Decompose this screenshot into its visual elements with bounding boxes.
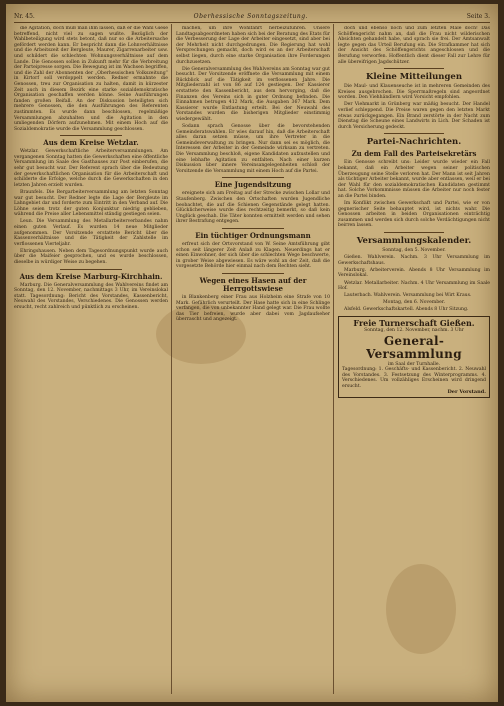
ad-location: im Saal der Turnhalle. bbox=[387, 361, 441, 367]
section-heading: Wegen eines Hasen auf der Herrgottswiese bbox=[199, 275, 307, 293]
section-heading: Versammlungskalender. bbox=[356, 236, 472, 247]
article-text: ereignete sich am Freitag auf der Strecke zwischen Lollar und Staufenberg. Zwischen den Ortschaften wurden Jugendliche beobachtet, die auf die Schienen Gegenstände gelegt hatten. Glücklicherweise wurde dies rechtzeitig bemerkt, so daß kein Unglück geschah. Die Täter konnten ermittelt werden und sehen ihrer Bestrafung entgegen. bbox=[176, 191, 330, 225]
article-text: Die Generalversammlung des Wahlvereins am Sonntag war gut besucht. Der Vorsitzende eröffnete die Versammlung mit einem Rückblick auf die Tätigkeit im verflossenen Jahre. Die Mitgliederzahl ist von 86 auf 124 gestiegen. Der Kassierer erstattete den Kassenbericht, aus dem hervorging, daß die Finanzen des Vereins sich in guter Ordnung befinden. Die Einnahmen betrugen 412 Mark, die Ausgaben 367 Mark. Dem Kassierer wurde Entlastung erteilt. Bei der Neuwahl des Vorstandes wurden die bisherigen Mitglieder einstimmig wiedergewählt. bbox=[176, 66, 330, 122]
ad-date: Sonntag, den 12. November, nachm. 3 Uhr bbox=[364, 327, 464, 333]
article-text: Braunfels. Die Bergarbeiterversammlung am letzten Sonntag war gut besucht. Der Redner legte die Lage der Bergleute im Lahngebiet dar und forderte zum Eintritt in den Verband auf. Die Löhne seien trotz der guten Konjunktur niedrig geblieben, während die Preise aller Lebensmittel ständig gestiegen seien. bbox=[14, 189, 168, 218]
section-heading: Partei-Nachrichten. bbox=[366, 137, 462, 148]
page-number: Seite 3. bbox=[466, 12, 490, 20]
column-middle bbox=[176, 26, 330, 694]
article-text: Ehringshausen. Neben dem Tagesordnungspunkt wurde auch über die Maifeier gesprochen, und es wurde beschlossen, dieselbe in würdiger Weise zu begehen. bbox=[14, 248, 168, 266]
issue-number: Nr. 45. bbox=[14, 12, 35, 20]
divider bbox=[222, 228, 284, 229]
page-header bbox=[14, 10, 490, 23]
divider bbox=[60, 269, 122, 270]
article-text: Die Maul- und Klauenseuche ist in mehreren Gemeinden des Kreises ausgebrochen. Die Sperrmaßregeln sind angeordnet worden. Den Viehhändlern wird Vorsicht empfohlen. bbox=[338, 84, 490, 101]
divider bbox=[222, 177, 284, 178]
column-divider bbox=[171, 24, 172, 694]
newspaper-title: Oberhessische Sonntagszeitung. bbox=[193, 12, 308, 20]
section-heading: Aus dem Kreise Marburg-Kirchhain. bbox=[19, 271, 163, 281]
column-left bbox=[14, 26, 168, 694]
article-text: Leun. Die Versammlung des Metallarbeiterverbandes nahm einen guten Verlauf. Es wurden 14 neue Mitglieder aufgenommen. Der Vorsitzende erstattete Bericht über die Kassenverhältnisse und die Tätigkeit der Zahlstelle im verflossenen Vierteljahr. bbox=[14, 219, 168, 247]
calendar-entry: Marburg. Arbeiterverein. Abends 8 Uhr Versammlung im Vereinslokal. bbox=[338, 267, 490, 279]
article-text: in Blankenberg einer Frau aus Holzheim eine Strafe von 10 Mark. Gefährlich verurteilt. Der Hase hatte sich in eine Schlinge verfangen, die von unbekannter Hand gelegt war. Die Frau wollte das Tier befreien, wurde aber dabei vom Jagdaufseher überrascht und angezeigt. bbox=[176, 294, 330, 323]
article-text: Der Viehmarkt in Grünberg war mäßig besucht. Der Handel verlief schleppend. Die Preise waren gegen den letzten Markt etwas zurückgegangen. Ein Brand zerstörte in der Nacht zum Dienstag die Scheune eines Landwirts in Lich. Der Schaden ist durch Versicherung gedeckt. bbox=[338, 102, 490, 130]
advertisement-box bbox=[338, 316, 490, 398]
divider bbox=[60, 135, 122, 136]
article-text: Im Konflikt zwischen Gewerkschaft und Partei, wie er von gegnerischer Seite behauptet wird, ist nichts wahr. Die Genossen arbeiten in beiden Organisationen einträchtig zusammen und werden sich durch solche Verdächtigungen nicht beirren lassen. bbox=[338, 201, 490, 229]
divider bbox=[222, 273, 284, 274]
section-heading: Kleine Mitteilungen bbox=[365, 72, 463, 83]
section-heading: Aus dem Kreise Wetzlar. bbox=[43, 138, 139, 148]
article-text: die Agitation, doch muß man ihm lassen, daß er die Wahl Giese betreffend, nicht viel zu sagen wußte. Bezüglich der Wahlbeteiligung wird stets betont, daß nur so die Arbeitersache gefördert werden kann. Er bespricht dann die Lohnverhältnisse und die Arbeitszeit der Bergleute, Maurer, Zigarrenarbeiter usw. und schildert die schlechten Wohnungsverhältnisse auf dem Lande. Die Genossen sollen in Zukunft mehr für die Verbreitung der Parteipresse sorgen. Die Bewegung ist im Wachsen begriffen, und die Zahl der Abonnenten der „Oberhessischen Volkszeitung“ in Kirtorf soll verdoppelt werden. Redner ermahnte die Genossen, treu zur Organisation zu halten, damit in kürzester Zeit auch in diesem Bezirk eine starke sozialdemokratische Organisation geschaffen werden könne. Seine Ausführungen fanden großen Beifall. An der Diskussion beteiligten sich mehrere Genossen, die den Ausführungen des Referenten zustimmten. Es wurde dann beschlossen, regelmäßige Versammlungen abzuhalten und die Agitation in den umliegenden Dörfern aufzunehmen. Mit einem Hoch auf die Sozialdemokratie wurde die Versammlung geschlossen. bbox=[14, 26, 168, 132]
divider bbox=[384, 68, 445, 69]
article-text: machen, um ihre Wohlfahrt herbeizuführen. Unsere Landtagsabgeordneten haben sich bei der Beratung des Etats für die Verbesserung der Lage der Arbeiter eingesetzt, sind aber bei der Mehrheit nicht durchgedrungen. Die Regierung hat wohl Versprechungen gemacht, doch wird es an der Arbeiterschaft selbst liegen, durch eine starke Organisation ihre Forderungen durchzusetzen. bbox=[176, 26, 330, 65]
newspaper-page bbox=[6, 4, 498, 702]
column-divider bbox=[333, 24, 334, 694]
calendar-entry: Gießen. Wahlverein. Nachm. 3 Uhr Versammlung im Gewerkschaftshaus. bbox=[338, 255, 490, 266]
calendar-entry: Sonntag, den 5. November. bbox=[382, 248, 446, 254]
ad-headline: General-Versammlung bbox=[366, 333, 462, 361]
ad-signature: Der Vorstand. bbox=[447, 388, 486, 395]
article-text: Wetzlar. Gewerkschaftliche Arbeiterversammlungen. Am vergangenen Sonntag hatten die Gewerkschaften eine öffentliche Versammlung im Saale des Gasthauses zur Post einberufen, die sehr gut besucht war. Der Referent sprach über die Bedeutung der gewerkschaftlichen Organisation für die Arbeiterschaft und schilderte die Erfolge, welche durch die Gewerkschaften in den letzten Jahren erzielt wurden. bbox=[14, 149, 168, 188]
calendar-entry: Alsfeld. Gewerkschaftskartell. Abends 8 Uhr Sitzung. bbox=[344, 307, 469, 313]
section-heading: Ein tüchtiger Ordnungsmann bbox=[195, 231, 311, 240]
ad-title: Freie Turnerschaft Gießen. bbox=[353, 317, 475, 328]
section-heading: Eine Jugendsitzung bbox=[214, 180, 292, 190]
calendar-entry: Montag, den 6. November. bbox=[382, 300, 446, 306]
sub-heading: Zu dem Fall des Parteisekretärs bbox=[351, 149, 477, 159]
divider bbox=[384, 133, 445, 134]
article-text: doch und ebenso noch und zum letzten Male doch! Das Schöffengericht nahm an, daß die Frau nicht wilderischen Absichten gehandelt habe, und sprach sie frei. Der Amtsanwalt legte gegen das Urteil Berufung ein. Die Strafkammer hat sich der Ansicht des Schöffengerichts angeschlossen und die Berufung verworfen. Hoffentlich dient dieser Fall zur Lehre für alle übereifrigen Jagdschützer. bbox=[338, 26, 490, 65]
column-right bbox=[338, 26, 490, 694]
article-text: Sodann sprach Genosse über die bevorstehenden Gemeinderatswahlen. Er wies darauf hin, daß die Arbeiterschaft alles daran setzen müsse, um ihre Vertreter in die Gemeindeverwaltung zu bringen. Nur dann sei es möglich, die Interessen der Arbeiter in der Gemeinde wirksam zu vertreten. Die Versammlung beschloß, eigene Kandidaten aufzustellen und eine lebhafte Agitation zu entfalten. Nach einer kurzen Diskussion über innere Vereinsangelegenheiten schloß der Vorsitzende die Versammlung mit einem Hoch auf die Partei. bbox=[176, 124, 330, 174]
ad-agenda: Tagesordnung: 1. Geschäfts- und Kassenbericht. 2. Neuwahl des Vorstandes. 3. Festsetzung des Winterprogramms. 4. Verschiedenes. Um vollzähliges Erscheinen wird dringend ersucht. bbox=[342, 367, 486, 389]
divider bbox=[384, 232, 445, 233]
article-text: Ein Genosse schreibt uns: Leider wurde wieder ein Fall bekannt, daß ein Arbeiter wegen seiner politischen Überzeugung seine Stelle verloren hat. Der Mann ist seit Jahren als tüchtiger Arbeiter bekannt, wurde aber entlassen, weil er bei der Wahl für den sozialdemokratischen Kandidaten gestimmt hat. Solche Vorkommnisse müssen die Arbeiter nur noch fester an die Partei binden. bbox=[338, 160, 490, 199]
article-text: erfreut sich der Ortsvorstand von W. Seine Amtsführung gibt schon seit längerer Zeit Anlaß zu Klagen. Neuerdings hat er einen Einwohner, der sich über die schlechten Wege beschwerte, in grober Weise abgewiesen. Es wäre wohl an der Zeit, daß die vorgesetzte Behörde hier einmal nach dem Rechten sieht. bbox=[176, 242, 330, 270]
calendar-entry: Lauterbach. Wahlverein. Versammlung bei Wirt Kraus. bbox=[344, 293, 472, 299]
article-text: Marburg. Die Generalversammlung des Wahlvereins findet am Sonntag, den 12. November, nachmittags 3 Uhr, im Vereinslokal statt. Tagesordnung: Bericht des Vorstandes, Kassenbericht, Neuwahl des Vorstandes, Verschiedenes. Die Genossen werden ersucht, recht zahlreich und pünktlich zu erscheinen. bbox=[14, 282, 168, 311]
calendar-entry: Wetzlar. Metallarbeiter. Nachm. 4 Uhr Versammlung im Saale Hof. bbox=[338, 280, 490, 292]
